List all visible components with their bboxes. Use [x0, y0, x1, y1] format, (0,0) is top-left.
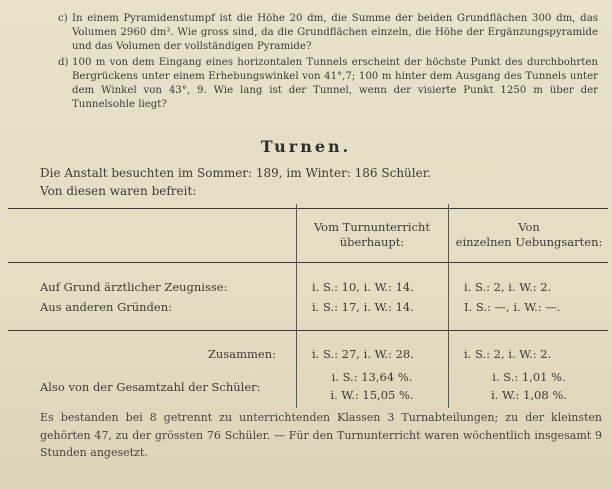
closing-paragraph: Es bestanden bei 8 getrennt zu unterrichtenden Klassen 3 Turnabteilungen; zu der kleinsten gehörten 47, zu der grössten 76 Schüler. — Für den Turnunterricht waren wöchentlich insgesamt 9 Stunden angesetzt. [40, 411, 602, 459]
intro-text [40, 164, 431, 200]
table-rule-body [8, 330, 608, 331]
row-label-zusammen: Zusammen: [207, 347, 276, 361]
row-label-andere: Aus anderen Gründen: [40, 300, 173, 314]
problem-label: d) [58, 56, 69, 68]
problem-text: In einem Pyramidenstumpf ist die Höhe 20 dm, die Summe der beiden Grundflächen 300 dm, das Volumen 2960 dm³. Wie gross sind, da die Grundflächen einzeln, die Höhe der Ergänzungspyramide und das Volumen der vollständigen Pyramide? [72, 13, 598, 53]
cell-value: i. S.: 17, i. W.: 14. [312, 300, 414, 314]
cell-value: i. S.: 27, i. W.: 28. [312, 347, 414, 361]
section-title: Turnen. [260, 137, 352, 156]
header-turnunterricht: Vom Turnunterricht überhaupt: [313, 220, 431, 249]
exemption-table [0, 204, 612, 408]
header-uebungsarten: Von einzelnen Uebungsarten: [455, 220, 603, 249]
row-label-zeugnisse: Auf Grund ärztlicher Zeugnisse: [40, 280, 228, 294]
cell-value: i. S.: 13,64 %. [331, 370, 413, 384]
intro-line-2: Von diesen waren befreit: [40, 184, 197, 198]
problem-d [58, 56, 598, 113]
problem-text: 100 m von dem Eingang eines horizontalen Tunnels erscheint der höchste Punkt des durchbohrten Bergrückens unter einem Erhebungswinkel von 41°,7; 100 m hinter dem Ausgang des Tunnels unter dem Winkel von 43°, 9. Wie lang ist der Tunnel, wenn der visierte Punkt 1250 m über der Tunnelsohle liegt? [72, 56, 598, 111]
problem-list [58, 12, 598, 113]
intro-line-1: Die Anstalt besuchten im Sommer: 189, im Winter: 186 Schüler. [40, 166, 431, 180]
table-rule-top [8, 208, 608, 209]
cell-value: i. S.: 2, i. W.: 2. [464, 347, 552, 361]
problem-label: c) [58, 13, 68, 24]
cell-value: i. W.: 15,05 %. [330, 388, 414, 402]
row-label-gesamtzahl: Also von der Gesamtzahl der Schüler: [40, 380, 261, 394]
cell-value: i. W.: 1,08 %. [491, 388, 567, 402]
cell-value: I. S.: —, i. W.: —. [464, 300, 561, 314]
cell-value: i. S.: 2, i. W.: 2. [464, 280, 552, 294]
cell-value: i. S.: 1,01 %. [492, 370, 566, 384]
table-rule-header [8, 262, 608, 263]
cell-value: i. S.: 10, i. W.: 14. [312, 280, 414, 294]
problem-c [58, 12, 598, 55]
